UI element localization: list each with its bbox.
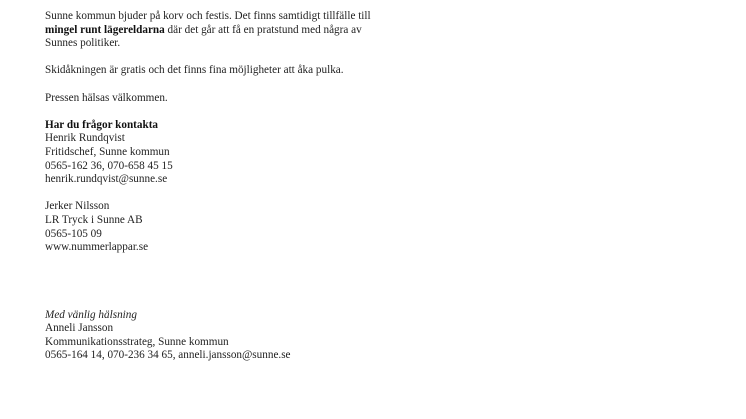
intro-paragraph <box>45 10 705 51</box>
contact-1-title: Fritidschef, Sunne kommun <box>45 145 170 158</box>
signature-title: Kommunikationsstrateg, Sunne kommun <box>45 335 229 348</box>
contact-1-email: henrik.rundqvist@sunne.se <box>45 173 168 186</box>
contact-block-2 <box>45 200 705 254</box>
contact-heading: Har du frågor kontakta <box>45 118 159 131</box>
signature-contact: 0565-164 14, 070-236 34 65, anneli.jansson@sunne.se <box>45 349 291 362</box>
contact-2-company: LR Tryck i Sunne AB <box>45 213 143 226</box>
contact-block-1 <box>45 119 705 187</box>
intro-line-3: Sunnes politiker. <box>45 37 121 50</box>
contact-1-name: Henrik Rundqvist <box>45 132 125 145</box>
document-body <box>45 10 705 363</box>
press-paragraph: Pressen hälsas välkommen. <box>45 91 168 104</box>
contact-2-phone: 0565-105 09 <box>45 227 102 240</box>
intro-line-2-rest: där det går att få en pratstund med några av <box>164 23 362 36</box>
skiing-paragraph: Skidåkningen är gratis och det finns fina möjligheter att åka pulka. <box>45 64 344 77</box>
intro-bold-text: mingel runt lägereldarna <box>45 23 165 36</box>
signature-greeting: Med vänlig hälsning <box>45 308 137 321</box>
contact-2-name: Jerker Nilsson <box>45 200 110 213</box>
contact-2-website: www.nummerlappar.se <box>45 241 149 254</box>
intro-line-1: Sunne kommun bjuder på korv och festis. Det finns samtidigt tillfälle till <box>45 10 371 22</box>
contact-1-phone: 0565-162 36, 070-658 45 15 <box>45 159 173 172</box>
signature-block <box>45 309 705 363</box>
signature-name: Anneli Jansson <box>45 322 114 335</box>
intro-line-2 <box>45 24 705 38</box>
